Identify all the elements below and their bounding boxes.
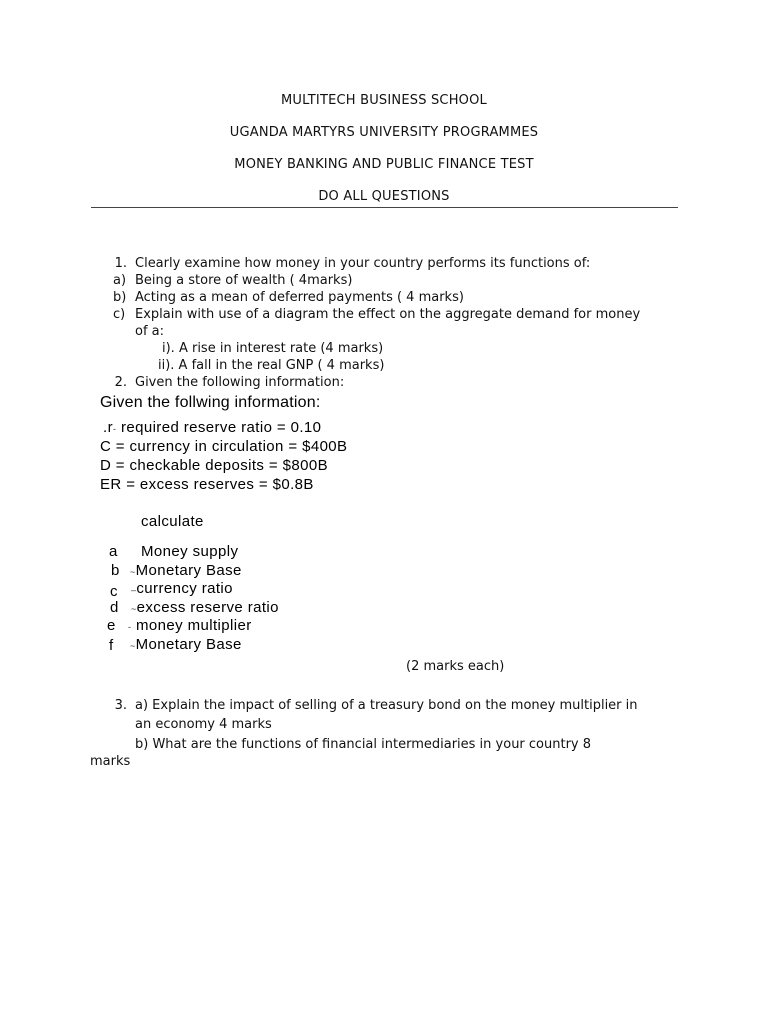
q1b-label: b) <box>113 290 127 305</box>
q1b-text: Acting as a mean of deferred payments ( 4 marks) <box>135 290 464 305</box>
reserve-ratio-line <box>103 419 321 436</box>
calculate-label: calculate <box>141 513 204 530</box>
q3-number: 3. <box>114 698 127 713</box>
marks-note: (2 marks each) <box>406 659 505 674</box>
calc-item-e-text: money multiplier <box>135 617 252 634</box>
calc-item-f-text: Monetary Base <box>135 636 242 653</box>
reserve-ratio-dash: - <box>112 424 117 434</box>
q2-text: Given the following information: <box>135 375 345 390</box>
programme-title: UGANDA MARTYRS UNIVERSITY PROGRAMMES <box>229 125 539 140</box>
q1a-text: Being a store of wealth ( 4marks) <box>135 273 353 288</box>
q1c-sub-i: i). A rise in interest rate (4 marks) <box>162 341 384 356</box>
q1-number: 1. <box>114 256 127 271</box>
calc-item-e-letter: e <box>107 617 116 634</box>
q3b-line2: marks <box>90 754 131 769</box>
calc-item-c <box>131 580 233 597</box>
q1c-text-line2: of a: <box>135 324 165 339</box>
calc-item-f-letter: f <box>109 637 114 654</box>
image-title: Given the follwing information: <box>100 394 321 411</box>
q3a-line1: a) Explain the impact of selling of a treasury bond on the money multiplier in <box>135 698 638 713</box>
calc-item-b-text: Monetary Base <box>135 562 242 579</box>
calc-item-f-dash: ~ <box>130 641 136 651</box>
currency-line: C = currency in circulation = $400B <box>100 438 348 455</box>
calc-item-b-letter: b <box>111 562 120 579</box>
calc-item-e <box>128 617 252 634</box>
calc-item-f <box>130 636 242 653</box>
q1-text: Clearly examine how money in your country performs its functions of: <box>135 256 591 271</box>
q3a-line2: an economy 4 marks <box>135 717 272 732</box>
deposits-line: D = checkable deposits = $800B <box>100 457 328 474</box>
calc-item-d-dash: ~ <box>131 604 137 614</box>
q1c-label: c) <box>113 307 126 322</box>
calc-item-c-dash: – <box>131 585 137 595</box>
q1c-text-line1: Explain with use of a diagram the effect on the aggregate demand for money <box>135 307 641 322</box>
calc-item-b-dash: ~ <box>130 567 136 577</box>
calc-item-c-letter: c <box>110 583 118 600</box>
calc-item-e-dash: - <box>128 622 132 632</box>
calc-item-d-letter: d <box>110 599 119 616</box>
q1a-label: a) <box>113 273 127 288</box>
calc-item-d <box>131 599 279 616</box>
test-title: MONEY BANKING AND PUBLIC FINANCE TEST <box>234 157 534 172</box>
q3b-line1: b) What are the functions of financial intermediaries in your country 8 <box>135 737 592 752</box>
calc-item-d-text: excess reserve ratio <box>136 599 279 616</box>
q1c-sub-ii: ii). A fall in the real GNP ( 4 marks) <box>158 358 385 373</box>
instruction: DO ALL QUESTIONS <box>318 189 450 204</box>
calc-item-c-text: currency ratio <box>136 580 233 597</box>
school-name: MULTITECH BUSINESS SCHOOL <box>280 93 487 108</box>
calc-item-a-letter: a <box>109 543 118 560</box>
calc-item-b <box>130 562 242 579</box>
calc-item-a-text: Money supply <box>141 543 239 560</box>
header-divider <box>91 207 678 208</box>
reserve-ratio-symbol: .r <box>103 419 113 436</box>
excess-reserves-line: ER = excess reserves = $0.8B <box>100 476 314 493</box>
q2-number: 2. <box>114 375 127 390</box>
reserve-ratio-text: required reserve ratio = 0.10 <box>120 419 322 436</box>
